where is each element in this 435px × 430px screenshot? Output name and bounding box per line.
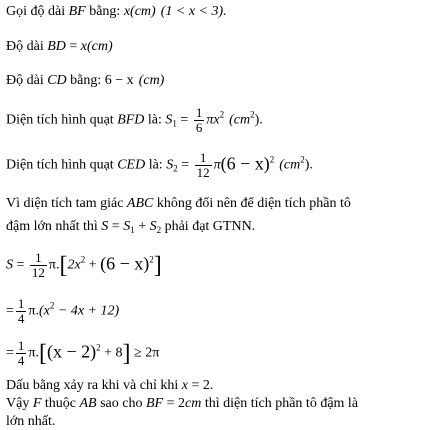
- exponent: 2: [250, 109, 255, 120]
- exponent: 2: [269, 154, 275, 165]
- line-step-3: [6, 339, 159, 368]
- numerator: 1: [17, 296, 25, 311]
- denominator: 4: [17, 353, 25, 368]
- text: Độ dài: [6, 73, 48, 88]
- line-conclusion: [6, 397, 358, 411]
- term: 2x: [67, 257, 81, 273]
- expression: π: [213, 157, 221, 173]
- denominator: 12: [196, 165, 210, 180]
- text: thuộc: [41, 396, 80, 411]
- expression: (x: [38, 303, 50, 319]
- text: bằng:: [85, 4, 124, 19]
- equals: =: [65, 39, 81, 54]
- text: lớn nhất.: [6, 414, 56, 429]
- expression: πx: [206, 112, 220, 128]
- var-s2: S: [149, 219, 157, 234]
- exponent: 2: [149, 254, 154, 265]
- point-f: F: [32, 396, 42, 411]
- text: không đổi nên để diện tích phần tô: [153, 196, 351, 211]
- var-s: S: [165, 112, 173, 128]
- line-s-formula: [6, 251, 162, 280]
- subscript: 1: [130, 225, 135, 235]
- right-bracket: ]: [153, 252, 162, 279]
- exponent: 2: [96, 342, 101, 353]
- value: 6 − x: [104, 73, 134, 88]
- var-s: S: [101, 219, 109, 234]
- triangle-abc: ABC: [126, 196, 154, 211]
- expression: (x − 2): [46, 341, 97, 362]
- equals: =: [177, 157, 193, 173]
- text: thì diện tích phần tô đậm là: [201, 396, 359, 411]
- unit-cm: (cm): [130, 4, 156, 19]
- numerator: 1: [17, 338, 25, 353]
- unit-cm: (cm): [87, 39, 113, 54]
- expression: + 8: [100, 345, 123, 361]
- line-area-bfd: [6, 106, 263, 135]
- left-bracket: [: [59, 252, 68, 279]
- var-bf: BF: [68, 4, 86, 19]
- line-conclusion-end: [6, 415, 55, 429]
- condition: (1 < x < 3).: [160, 4, 227, 19]
- subscript: 2: [173, 163, 178, 174]
- subscript: 1: [172, 118, 177, 129]
- var-x: x: [80, 39, 88, 54]
- unit: (cm: [279, 157, 301, 173]
- pi: π.: [28, 303, 39, 319]
- text: Gọi độ dài: [6, 4, 69, 19]
- segment-ab: AB: [79, 396, 97, 411]
- plus: +: [134, 219, 150, 234]
- text: Dấu bằng xảy ra khi và chỉ khi: [6, 378, 182, 393]
- text: là:: [145, 157, 167, 173]
- text: ).: [254, 112, 263, 128]
- exponent: 2: [49, 300, 55, 311]
- unit-cm: (cm): [138, 73, 165, 88]
- sector-name: BFD: [117, 112, 145, 128]
- equals: =: [176, 112, 192, 128]
- numerator: 1: [35, 250, 42, 265]
- var-bf: BF: [146, 396, 164, 411]
- term: (6 − x): [100, 253, 150, 274]
- fraction: [194, 106, 205, 135]
- fraction: [30, 251, 47, 280]
- var-bd: BD: [47, 39, 66, 54]
- line-cd: [6, 74, 164, 88]
- exponent: 2: [300, 154, 305, 165]
- text: Diện tích hình quạt: [6, 112, 118, 128]
- var-x: x: [123, 4, 131, 19]
- equals: =: [108, 219, 124, 234]
- line-area-ced: [6, 151, 313, 180]
- pi: π.: [28, 345, 39, 361]
- line-bd: [6, 40, 113, 54]
- expression: − 4x + 12): [54, 303, 120, 319]
- subscript: 2: [156, 225, 162, 235]
- equals: =: [6, 345, 14, 361]
- exponent: 2: [219, 109, 225, 120]
- var-s1: S: [123, 219, 131, 234]
- left-bracket: [: [38, 340, 47, 367]
- sector-name: CED: [117, 157, 146, 173]
- numerator: 1: [195, 105, 203, 120]
- denominator: 6: [195, 120, 203, 135]
- text: đậm lớn nhất thì: [6, 219, 102, 234]
- denominator: 4: [17, 311, 25, 326]
- plus: +: [85, 257, 101, 273]
- equals: =: [6, 303, 14, 319]
- text: bằng:: [66, 73, 105, 88]
- text: là:: [144, 112, 166, 128]
- text: ).: [304, 157, 313, 173]
- line-step-2: [6, 297, 119, 326]
- unit: (cm: [229, 112, 251, 128]
- text: sao cho: [96, 396, 146, 411]
- expression: (6 − x): [220, 153, 270, 174]
- fraction: [195, 151, 212, 180]
- text: = 2.: [187, 378, 214, 393]
- fraction: [16, 297, 27, 326]
- line-reason-2: [6, 220, 255, 235]
- numerator: 1: [199, 150, 207, 165]
- var-x: x: [181, 378, 188, 393]
- text: Vậy: [6, 396, 33, 411]
- line-equality: [6, 379, 213, 393]
- equals: = 2: [163, 396, 186, 411]
- pi: π.: [48, 257, 60, 273]
- right-bracket: ]: [122, 340, 131, 367]
- exponent: 2: [80, 254, 86, 265]
- var-s: S: [166, 157, 174, 173]
- fraction: [16, 339, 27, 368]
- inequality: ≥ 2π: [130, 345, 160, 361]
- line-reason-1: [6, 197, 351, 211]
- equals: =: [13, 257, 28, 273]
- unit-cm: cm: [185, 396, 202, 411]
- text: Vì diện tích tam giác: [6, 196, 127, 211]
- text: phải đạt GTNN.: [161, 219, 256, 234]
- var-s: S: [6, 257, 13, 273]
- line-let-bf: [6, 5, 227, 19]
- denominator: 12: [31, 265, 45, 280]
- var-cd: CD: [47, 73, 67, 88]
- text: Độ dài: [6, 39, 48, 54]
- text: Diện tích hình quạt: [6, 157, 118, 173]
